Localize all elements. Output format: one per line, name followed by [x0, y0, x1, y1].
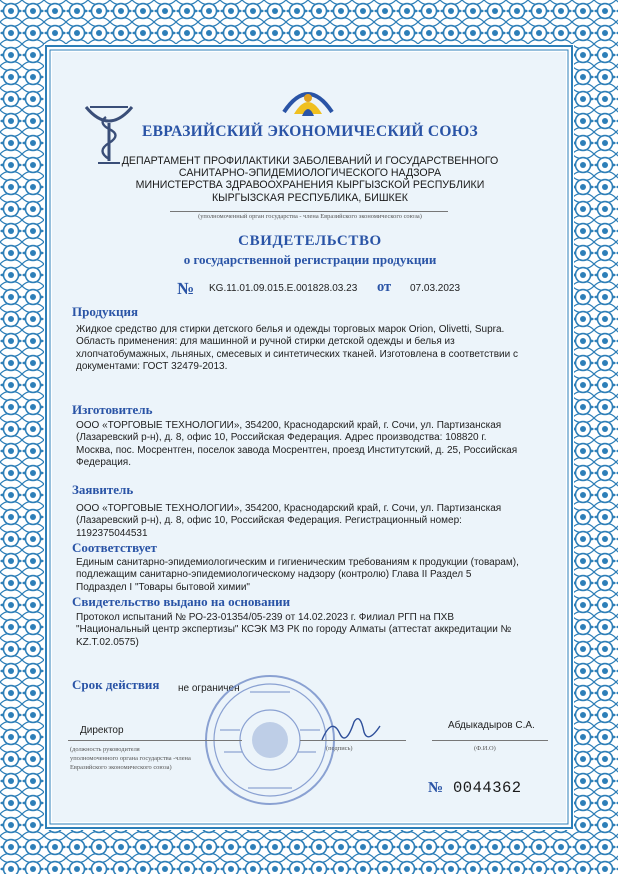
product-line: Область применения: для машинной и ручной стирки детской одежды и белья из: [76, 336, 455, 348]
basis-line: KZ.T.02.0575): [76, 636, 139, 648]
conforms-line: подлежащим санитарно-эпидемиологическому надзору (контролю) Глава II Раздел 5: [76, 569, 472, 581]
from-label: от: [377, 279, 392, 295]
department-line: САНИТАРНО-ЭПИДЕМИОЛОГИЧЕСКОГО НАДЗОРА: [178, 167, 442, 180]
eaeu-emblem-icon: [276, 82, 340, 122]
union-name: ЕВРАЗИЙСКИЙ ЭКОНОМИЧЕСКИЙ СОЮЗ: [142, 123, 478, 140]
number-sign: №: [177, 279, 195, 298]
product-text: [76, 324, 548, 373]
certificate-title: СВИДЕТЕЛЬСТВО: [238, 233, 382, 249]
product-line: документами: ГОСТ 32479-2013.: [76, 360, 228, 372]
validity-heading: Срок действия: [72, 677, 160, 692]
applicant-text: [76, 503, 548, 540]
name-line: [432, 740, 548, 741]
signature-note: (подпись): [326, 745, 353, 752]
conforms-line: Единым санитарно-эпидемиологическим и гигиеническим требованиям к продукции (товарам),: [76, 557, 519, 568]
position-line: [68, 740, 242, 741]
conforms-text: [76, 557, 548, 594]
validity-value: не ограничен: [178, 683, 240, 694]
department-line: КЫРГЫЗСКАЯ РЕСПУБЛИКА, БИШКЕК: [212, 191, 408, 204]
manufacturer-text: [76, 420, 548, 469]
basis-line: "Национальный центр экспертизы" КСЭК МЗ РК по городу Алматы (аттестат аккредитации №: [76, 624, 512, 636]
organ-underline: [170, 211, 448, 212]
applicant-heading: Заявитель: [72, 482, 134, 497]
department-line: МИНИСТЕРСТВА ЗДРАВООХРАНЕНИЯ КЫРГЫЗСКОЙ РЕСПУБЛИКИ: [135, 179, 485, 192]
manufacturer-line: Москва, пос. Мосрентген, поселок завода Мосрентген, проезд Институтский, д. 25, Российская: [76, 444, 518, 456]
position-note-line: уполномоченного органа государства -члена: [70, 754, 191, 762]
manufacturer-line: ООО «ТОРГОВЫЕ ТЕХНОЛОГИИ», 354200, Краснодарский край, г. Сочи, ул. Партизанская: [76, 420, 502, 431]
department-block: [60, 155, 560, 204]
serial-sign: №: [428, 780, 444, 796]
signature-icon: [318, 710, 388, 750]
serial-number: 0044362: [453, 779, 522, 797]
manufacturer-line: Федерация.: [76, 456, 131, 468]
basis-heading: Свидетельство выдано на основании: [72, 594, 291, 609]
basis-line: Протокол испытаний № РО-23-01354/05-239 от 14.02.2023 г. Филиал РГП на ПХВ: [76, 612, 455, 623]
manufacturer-line: (Лазаревский р-н), д. 8, офис 10, Российская Федерация. Адрес производства: 108820 г.: [76, 432, 487, 444]
department-line: ДЕПАРТАМЕНТ ПРОФИЛАКТИКИ ЗАБОЛЕВАНИЙ И ГОСУДАРСТВЕННОГО: [121, 155, 499, 167]
organ-note: (уполномоченный орган государства - члена Евразийского экономического союза): [198, 213, 422, 220]
basis-text: [76, 612, 548, 649]
signature-line: [300, 740, 406, 741]
conforms-heading: Соответствует: [72, 540, 157, 555]
applicant-line: 1192375044531: [76, 527, 148, 539]
product-heading: Продукция: [72, 304, 139, 319]
product-line: Жидкое средство для стирки детского белья и одежды торговых марок Orion, Olivetti, Supra.: [76, 324, 505, 335]
applicant-line: ООО «ТОРГОВЫЕ ТЕХНОЛОГИИ», 354200, Краснодарский край, г. Сочи, ул. Партизанская: [76, 503, 502, 514]
signatory-position: Директор: [80, 725, 124, 736]
conforms-line: Подраздел I "Товары бытовой химии": [76, 581, 250, 593]
manufacturer-heading: Изготовитель: [72, 402, 153, 417]
certificate-subtitle: о государственной регистрации продукции: [183, 252, 437, 267]
name-note: (Ф.И.О): [474, 745, 496, 752]
position-note-line: (должность руководителя: [70, 746, 140, 753]
certificate-number: KG.11.01.09.015.E.001828.03.23: [209, 283, 358, 294]
product-line: хлопчатобумажных, льняных, смесевых и синтетических тканей. Изготовлена в соответствии с: [76, 348, 518, 360]
position-note: [70, 746, 260, 772]
signatory-name: Абдыкадыров С.А.: [448, 720, 535, 731]
position-note-line: Евразийского экономического союза): [70, 763, 172, 771]
applicant-line: (Лазаревский р-н), д. 8, офис 10, Российская Федерация. Регистрационный номер:: [76, 515, 462, 527]
certificate-date: 07.03.2023: [410, 283, 461, 294]
